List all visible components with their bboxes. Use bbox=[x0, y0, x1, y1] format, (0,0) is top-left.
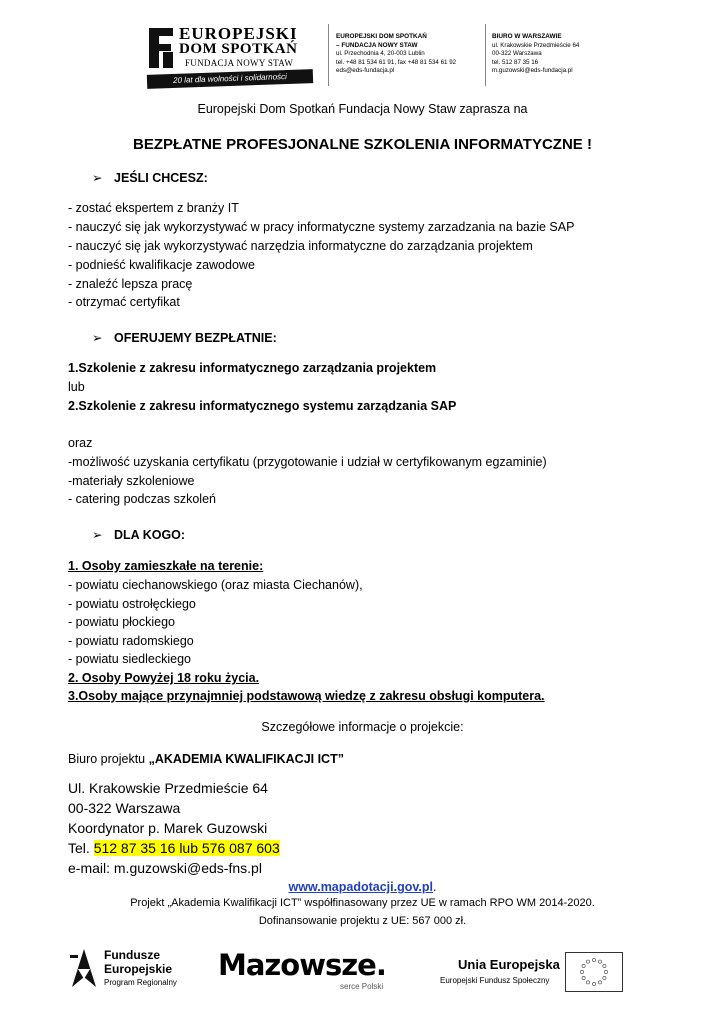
office-phone-prefix: Tel. bbox=[68, 840, 94, 856]
list-item: - podnieść kwalifikacje zawodowe bbox=[68, 258, 255, 272]
eds-logo-banner: 20 lat dla wolności i solidarności bbox=[147, 69, 313, 89]
footer-funding-line: Dofinansowanie projektu z UE: 567 000 zł. bbox=[258, 915, 467, 927]
office-warsaw-phone: tel. 512 87 35 16 bbox=[492, 58, 539, 66]
office-prefix: Biuro projektu bbox=[68, 752, 149, 766]
eu-line1: Unia Europejska bbox=[458, 957, 560, 972]
group-2: 2. Osoby Powyżej 18 roku życia. bbox=[68, 671, 260, 685]
fe-line1: Fundusze bbox=[104, 948, 160, 962]
office-phone bbox=[68, 840, 280, 856]
mazowsze-tagline: serce Polski bbox=[340, 982, 384, 991]
eu-flag-icon bbox=[565, 952, 623, 992]
fe-line2: Europejskie bbox=[104, 962, 173, 976]
office-address2: 00-322 Warszawa bbox=[68, 800, 181, 816]
office-warsaw-address1: ul. Krakowskie Przedmieście 64 bbox=[492, 41, 580, 49]
eu-line2: Europejski Fundusz Społeczny bbox=[440, 976, 550, 985]
eds-logo-line1: EUROPEJSKI bbox=[179, 24, 298, 43]
and-text: oraz bbox=[68, 436, 93, 450]
office-lublin-phones: tel. +48 81 534 61 91, fax +48 81 534 61 92 bbox=[336, 58, 457, 66]
list-item: - zostać ekspertem z branży IT bbox=[68, 201, 239, 215]
mapadotacji-link[interactable]: www.mapadotacji.gov.pl bbox=[288, 880, 433, 894]
list-item: - powiatu ostrołęckiego bbox=[68, 597, 196, 611]
arrow-bullet-icon: ➢ bbox=[92, 171, 103, 185]
office-address1: Ul. Krakowskie Przedmieście 64 bbox=[68, 780, 268, 796]
fundusze-europejskie-logo bbox=[68, 945, 198, 995]
office-phone-numbers: 512 87 35 16 lub 576 087 603 bbox=[93, 840, 280, 856]
eu-logo bbox=[440, 952, 660, 996]
office-email: e-mail: m.guzowski@eds-fns.pl bbox=[68, 860, 262, 876]
office-lublin-title2: – FUNDACJA NOWY STAW bbox=[336, 41, 418, 49]
group-3: 3.Osoby mające przynajmniej podstawową wiedzę z zakresu obsługi komputera. bbox=[68, 689, 545, 703]
office-coordinator: Koordynator p. Marek Guzowski bbox=[68, 820, 268, 836]
header-divider-1 bbox=[328, 24, 329, 86]
list-item: - catering podczas szkoleń bbox=[68, 492, 216, 506]
office-warsaw-email: m.guzowski@eds-fundacja.pl bbox=[492, 67, 573, 75]
list-item: - powiatu ciechanowskiego (oraz miasta Ciechanów), bbox=[68, 578, 363, 592]
section1-heading: ➢ JEŚLI CHCESZ: bbox=[92, 171, 208, 185]
list-item: - powiatu płockiego bbox=[68, 615, 176, 629]
office-warsaw-address2: 00-322 Warszawa bbox=[492, 50, 542, 58]
eds-logo-line2: DOM SPOTKAŃ bbox=[179, 41, 298, 57]
list-item: - nauczyć się jak wykorzystywać w pracy informatyczne systemy zarzadzania na bazie SAP bbox=[68, 220, 575, 234]
course-2: 2.Szkolenie z zakresu informatycznego systemu zarządzania SAP bbox=[68, 399, 457, 413]
list-item: -materiały szkoleniowe bbox=[68, 474, 195, 488]
office-warsaw-title: BIURO W WARSZAWIE bbox=[492, 33, 562, 40]
fundusze-europejskie-icon bbox=[68, 947, 98, 991]
fe-line3: Program Regionalny bbox=[104, 978, 177, 987]
footer-link-line bbox=[0, 880, 725, 894]
eds-logo-line3: FUNDACJA NOWY STAW bbox=[185, 58, 294, 68]
office-warsaw bbox=[492, 33, 579, 76]
arrow-bullet-icon: ➢ bbox=[92, 528, 103, 542]
eds-logo bbox=[145, 22, 315, 92]
list-item: -możliwość uzyskania certyfikatu (przygotowanie i udział w certyfikowanym egzaminie) bbox=[68, 455, 547, 469]
details-heading: Szczegółowe informacje o projekcie: bbox=[261, 720, 464, 734]
intro-text: Europejski Dom Spotkań Fundacja Nowy Staw zaprasza na bbox=[197, 102, 528, 116]
group-1: 1. Osoby zamieszkałe na terenie: bbox=[68, 559, 264, 573]
office-lublin-email: eds@eds-fundacja.pl bbox=[336, 67, 395, 75]
list-item: - powiatu radomskiego bbox=[68, 634, 194, 648]
office-lublin-title1: EUROPEJSKI DOM SPOTKAŃ bbox=[336, 33, 427, 40]
mazowsze-name: Mazowsze. bbox=[218, 948, 386, 982]
office-name: „AKADEMIA KWALIFIKACJI ICT” bbox=[148, 752, 344, 766]
list-item: - powiatu siedleckiego bbox=[68, 652, 191, 666]
mazowsze-logo bbox=[218, 948, 413, 998]
footer-link-suffix: . bbox=[432, 880, 437, 894]
section3-heading: ➢ DLA KOGO: bbox=[92, 528, 186, 542]
header-divider-2 bbox=[485, 24, 486, 86]
office-lublin-address: ul. Przechodnia 4, 20-003 Lublin bbox=[336, 50, 425, 58]
footer-project-line: Projekt „Akademia Kwalifikacji ICT” współfinasowany przez UE w ramach RPO WM 2014-2020. bbox=[130, 897, 595, 909]
office-lublin bbox=[336, 33, 456, 76]
office-line bbox=[68, 752, 344, 766]
eds-logo-mark-icon bbox=[145, 26, 177, 70]
section2-heading: ➢ OFERUJEMY BEZPŁATNIE: bbox=[92, 331, 277, 345]
course-1: 1.Szkolenie z zakresu informatycznego zarządzania projektem bbox=[68, 361, 437, 375]
list-item: - nauczyć się jak wykorzystywać narzędzia informatyczne do zarządzania projektem bbox=[68, 239, 533, 253]
page-title: BEZPŁATNE PROFESJONALNE SZKOLENIA INFORMATYCZNE ! bbox=[133, 136, 592, 153]
list-item: - znaleźć lepsza pracę bbox=[68, 277, 193, 291]
list-item: - otrzymać certyfikat bbox=[68, 295, 180, 309]
or-text: lub bbox=[68, 380, 85, 394]
arrow-bullet-icon: ➢ bbox=[92, 331, 103, 345]
